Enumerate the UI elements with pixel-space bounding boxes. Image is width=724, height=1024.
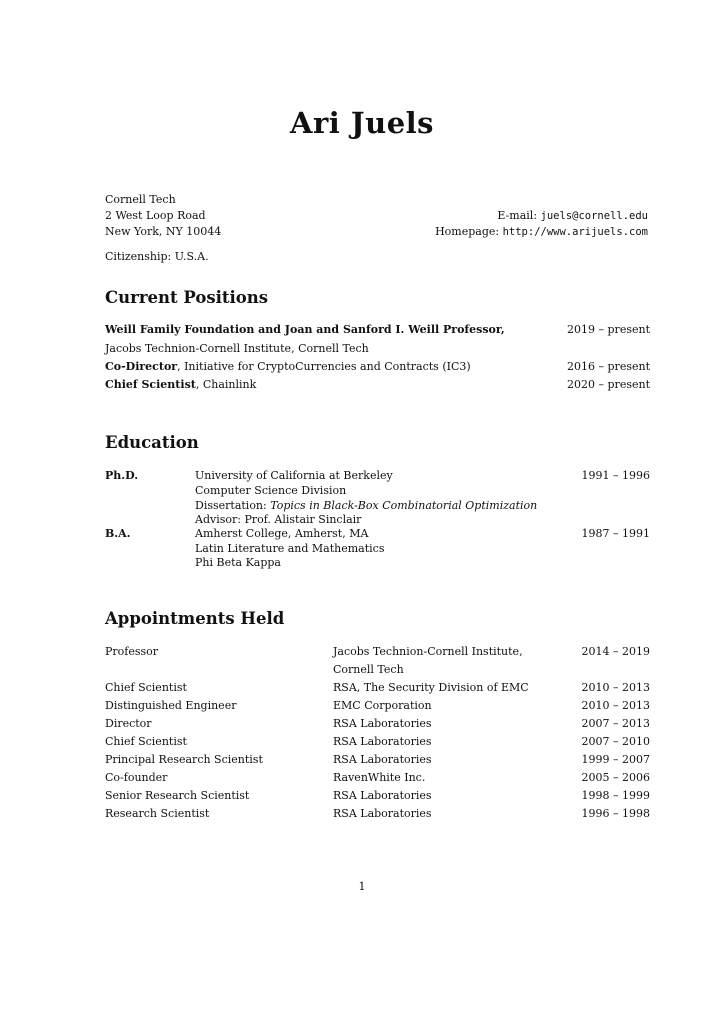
school: Amherst College, Amherst, MA: [195, 527, 369, 540]
position-dates: 2016 – present: [567, 360, 650, 373]
school: University of California at Berkeley: [195, 469, 393, 482]
education-row: [105, 527, 650, 543]
appointment-role: Chief Scientist: [105, 735, 187, 748]
appointment-role: Chief Scientist: [105, 681, 187, 694]
address-line: Cornell Tech: [105, 193, 176, 206]
degree: B.A.: [105, 527, 131, 540]
homepage-link[interactable]: http://www.arijuels.com: [502, 226, 648, 238]
appointment-role: Senior Research Scientist: [105, 789, 250, 802]
appointment-row: [105, 717, 650, 733]
appointment-dates: 2014 – 2019: [581, 645, 650, 658]
address-line: 2 West Loop Road: [105, 209, 206, 222]
appointment-org: RavenWhite Inc.: [333, 771, 426, 784]
email-label: E-mail:: [497, 209, 538, 222]
appointment-org: RSA, The Security Division of EMC: [333, 681, 529, 694]
cv-name: Ari Juels: [290, 106, 434, 140]
appointment-row: [105, 735, 650, 751]
postal-address: [105, 192, 221, 240]
appointment-role: Research Scientist: [105, 807, 210, 820]
dissertation-label: Dissertation:: [195, 499, 267, 512]
appointment-row: [105, 699, 650, 715]
position-org: , Initiative for CryptoCurrencies and Contracts (IC3): [177, 360, 471, 373]
appointment-row-sub: [105, 663, 650, 679]
appointment-dates: 1999 – 2007: [581, 753, 650, 766]
education-dates: 1991 – 1996: [581, 469, 650, 482]
position-title: Co-Director: [105, 360, 178, 373]
appointment-row: [105, 789, 650, 805]
appointment-dates: 2005 – 2006: [581, 771, 650, 784]
appointment-dates: 1996 – 1998: [581, 807, 650, 820]
position-row: [105, 323, 650, 339]
contact-info: [435, 208, 648, 240]
address-line: New York, NY 10044: [105, 225, 222, 238]
section-heading-current-positions: Current Positions: [105, 288, 269, 307]
dissertation-title: Topics in Black-Box Combinatorial Optimization: [270, 499, 538, 512]
position-dates: 2019 – present: [567, 323, 650, 336]
position-dates: 2020 – present: [567, 378, 650, 391]
education-dates: 1987 – 1991: [581, 527, 650, 540]
position-title: Weill Family Foundation and Joan and Sanford I. Weill Professor,: [105, 323, 505, 336]
appointment-role: Distinguished Engineer: [105, 699, 237, 712]
position-row: [105, 360, 650, 376]
email-link[interactable]: juels@cornell.edu: [540, 210, 648, 222]
appointment-org: RSA Laboratories: [333, 753, 432, 766]
appointment-org: RSA Laboratories: [333, 789, 432, 802]
appointment-row: [105, 681, 650, 697]
education-row: [105, 469, 650, 485]
appointment-org: RSA Laboratories: [333, 717, 432, 730]
appointment-org: Jacobs Technion-Cornell Institute,: [333, 645, 523, 658]
division: Computer Science Division: [195, 484, 347, 497]
honor: Phi Beta Kappa: [195, 556, 281, 569]
appointment-row: [105, 645, 650, 661]
appointment-dates: 2007 – 2013: [581, 717, 650, 730]
advisor: Advisor: Prof. Alistair Sinclair: [195, 513, 362, 526]
appointment-org: RSA Laboratories: [333, 807, 432, 820]
appointment-role: Co-founder: [105, 771, 168, 784]
appointment-role: Director: [105, 717, 152, 730]
appointment-dates: 2010 – 2013: [581, 699, 650, 712]
position-org: , Chainlink: [195, 378, 257, 391]
appointment-dates: 2007 – 2010: [581, 735, 650, 748]
appointment-dates: 2010 – 2013: [581, 681, 650, 694]
email-line: [435, 208, 648, 224]
position-row: [105, 378, 650, 394]
degree: Ph.D.: [105, 469, 139, 482]
appointment-org: Cornell Tech: [333, 663, 404, 676]
field: Latin Literature and Mathematics: [195, 542, 385, 555]
section-heading-appointments: Appointments Held: [105, 609, 285, 628]
position-org: Jacobs Technion-Cornell Institute, Cornell Tech: [105, 342, 369, 355]
education-row: [105, 484, 650, 500]
page-number: 1: [358, 880, 366, 893]
appointment-org: EMC Corporation: [333, 699, 432, 712]
education-row: [105, 556, 650, 572]
homepage-label: Homepage:: [435, 225, 500, 238]
appointment-role: Professor: [105, 645, 159, 658]
appointment-role: Principal Research Scientist: [105, 753, 263, 766]
appointment-row: [105, 807, 650, 823]
appointment-row: [105, 771, 650, 787]
citizenship: Citizenship: U.S.A.: [105, 250, 209, 263]
homepage-line: [435, 224, 648, 240]
appointment-dates: 1998 – 1999: [581, 789, 650, 802]
position-row-sub: [105, 342, 650, 358]
position-title: Chief Scientist: [105, 378, 196, 391]
appointment-row: [105, 753, 650, 769]
section-heading-education: Education: [105, 433, 199, 452]
appointment-org: RSA Laboratories: [333, 735, 432, 748]
